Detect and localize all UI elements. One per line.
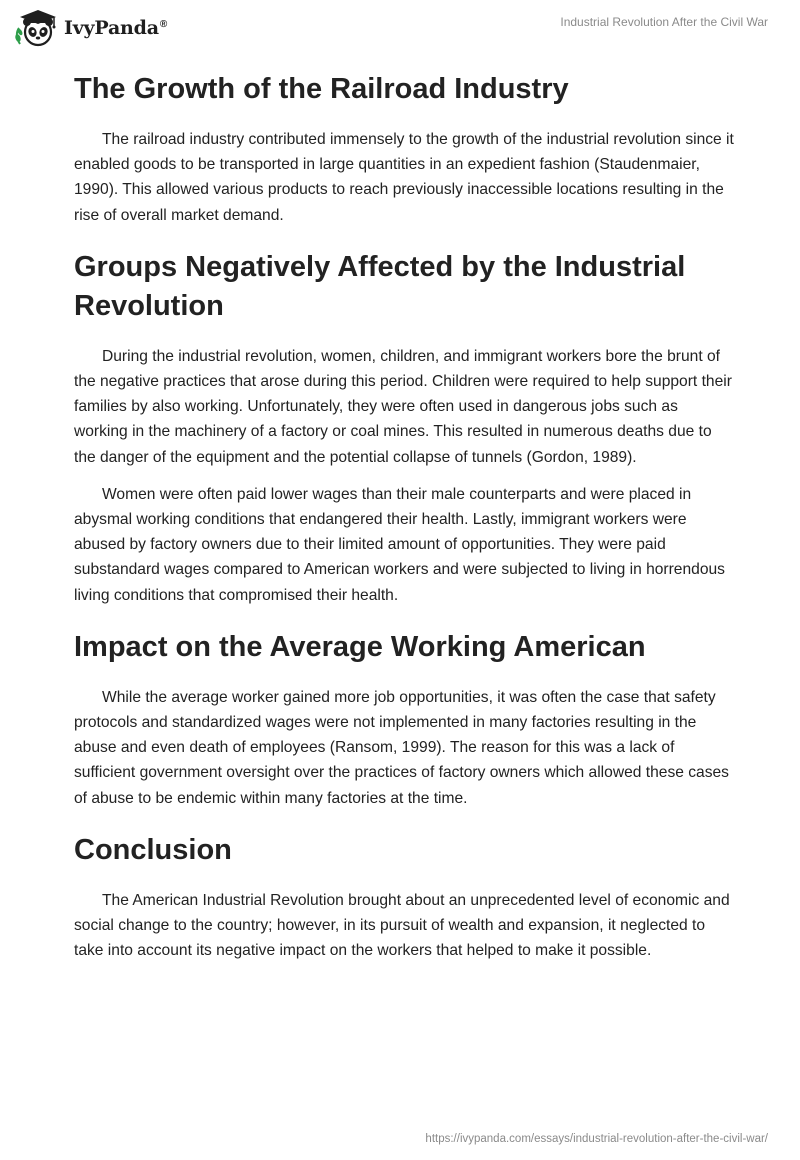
section-heading: Impact on the Average Working American: [74, 630, 646, 663]
essay-body: [74, 70, 734, 963]
paragraph: While the average worker gained more job opportunities, it was often the case that safety protocols and standardized wages were not implemented in many factories resulting in the abuse and even death of employees (Ransom, 1999). The reason for this was a lack of sufficient government oversight over the practices of factory owners which allowed these cases of abuse to be endemic within many factories at the time.: [74, 688, 729, 807]
brand-name: IvyPanda®: [64, 17, 168, 39]
panda-graduation-cap-icon: [14, 8, 60, 48]
page-header: [0, 0, 800, 60]
document-title: Industrial Revolution After the Civil War: [560, 15, 768, 29]
footer-source-url[interactable]: https://ivypanda.com/essays/industrial-revolution-after-the-civil-war/: [425, 1133, 768, 1145]
ivypanda-logo[interactable]: [14, 8, 167, 48]
paragraph: During the industrial revolution, women, children, and immigrant workers bore the brunt of the negative practices that arose during this period. Children were required to help support their families by also working. Unfortunately, they were often used in dangerous jobs such as working in the machinery of a factory or coal mines. This resulted in numerous deaths due to the danger of the equipment and the potential collapse of tunnels (Gordon, 1989).: [74, 347, 732, 466]
registered-mark: ®: [159, 18, 168, 30]
section-heading: The Growth of the Railroad Industry: [74, 73, 569, 105]
section-negatively-affected-groups: [74, 248, 734, 608]
paragraph: Women were often paid lower wages than their male counterparts and were placed in abysmal working conditions that endangered their health. Lastly, immigrant workers were abused by factory owners due to their limited amount of opportunities. They were paid substandard wages compared to American workers and were subjected to living in horrendous living conditions that compromised their health.: [74, 485, 725, 604]
section-railroad: [74, 70, 734, 228]
section-heading: Conclusion: [74, 833, 232, 866]
section-heading: Groups Negatively Affected by the Industrial Revolution: [74, 250, 686, 322]
section-conclusion: [74, 831, 734, 964]
section-impact-average-worker: [74, 628, 734, 811]
paragraph: The American Industrial Revolution brought about an unprecedented level of economic and social change to the country; however, in its pursuit of wealth and expansion, it neglected to take into account its negative impact on the workers that helped to make it possible.: [74, 891, 730, 960]
paragraph: The railroad industry contributed immensely to the growth of the industrial revolution since it enabled goods to be transported in large quantities in an expedient fashion (Staudenmaier, 1990). This allowed various products to reach previously inaccessible locations resulting in the rise of overall market demand.: [74, 131, 734, 224]
